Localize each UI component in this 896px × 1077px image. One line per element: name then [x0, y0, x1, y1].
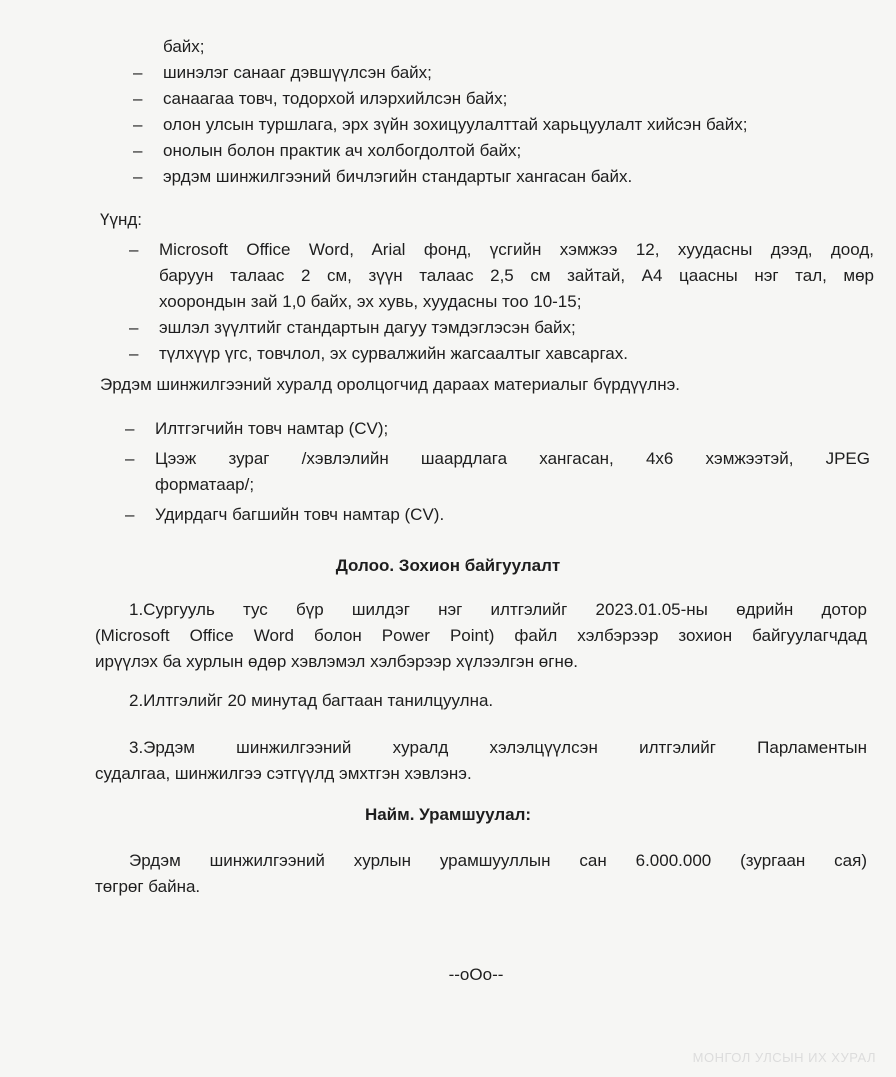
list-item: – олон улсын туршлага, эрх зүйн зохицуулалттай харьцуулалт хийсэн байх; — [133, 115, 748, 134]
list-item: – санаагаа товч, тодорхой илэрхийлсэн байх; — [133, 89, 508, 108]
format-list — [129, 237, 874, 367]
materials-list — [125, 416, 870, 528]
end-mark: --oOo-- — [448, 965, 504, 984]
materials-intro: Эрдэм шинжилгээний хуралд оролцогчид дараах материалыг бүрдүүлнэ. — [100, 375, 681, 394]
list-item: – эрдэм шинжилгээний бичлэгийн стандартыг хангасан байх. — [133, 167, 633, 186]
list-item: – эшлэл зүүлтийг стандартын дагуу тэмдэглэсэн байх; — [129, 318, 576, 337]
list-item: – Цээж зураг /хэвлэлийн шаардлага хангасан, 4х6 хэмжээтэй, JPEG форматаар/; — [125, 449, 870, 494]
paragraph: 3.Эрдэм шинжилгээний хуралд хэлэлцүүлсэн илтгэлийг Парламентын судалгаа, шинжилгээ сэтгүүлд эмхтгэн хэвлэнэ. — [95, 738, 867, 783]
list-item: – шинэлэг санааг дэвшүүлсэн байх; — [133, 63, 432, 82]
paragraph: Эрдэм шинжилгээний хурлын урамшууллын сан 6.000.000 (зургаан сая) төгрөг байна. — [95, 851, 867, 896]
section-heading: Найм. Урамшуулал: — [364, 805, 532, 824]
section-heading: Долоо. Зохион байгуулалт — [335, 556, 561, 575]
criteria-list — [133, 34, 873, 190]
list-item: – онолын болон практик ач холбогдолтой байх; — [133, 141, 522, 160]
list-item: – Microsoft Office Word, Arial фонд, үсгийн хэмжээ 12, хуудасны дээд, доод, баруун талаас 2 см, зүүн талаас 2,5 см зайтай, А4 цаасны нэг тал, мөр хоорондын зай 1,0 байх, эх хувь, хуудасны тоо 10-15; — [129, 240, 874, 311]
list-item: – Удирдагч багшийн товч намтар (CV). — [125, 505, 445, 524]
list-item: – түлхүүр үгс, товчлол, эх сурвалжийн жагсаалтыг хавсаргах. — [129, 344, 628, 363]
list-item: – Илтгэгчийн товч намтар (CV); — [125, 419, 389, 438]
paragraph: 2.Илтгэлийг 20 минутад багтаан танилцуулна. — [129, 691, 494, 710]
list-continuation: байх; — [163, 37, 205, 56]
format-label: Үүнд: — [100, 210, 142, 229]
paragraph: 1.Сургууль тус бүр шилдэг нэг илтгэлийг 2023.01.05-ны өдрийн дотор (Microsoft Office Word болон Power Point) файл хэлбэрээр зохион байгуулагчдад ирүүлэх ба хурлын өдөр хэвлэмэл хэлбэрээр хүлээлгэн өгнө. — [95, 600, 867, 671]
watermark: МОНГОЛ УЛСЫН ИХ ХУРАЛ — [692, 1050, 876, 1065]
